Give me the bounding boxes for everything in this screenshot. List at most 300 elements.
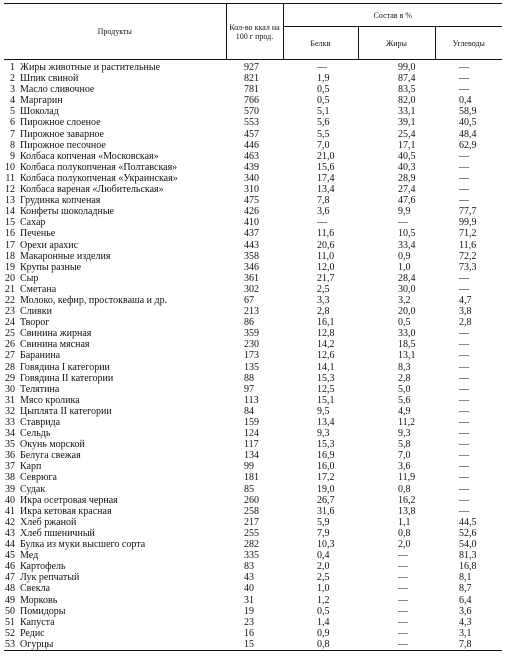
carbs-value: —	[459, 450, 469, 462]
row-number: 39	[5, 483, 15, 495]
fat-value: 4,9	[398, 405, 411, 417]
kcal-value: 439	[244, 161, 259, 173]
fat-value: 0,8	[398, 527, 411, 539]
protein-value: 0,5	[317, 84, 330, 96]
carbs-value: —	[459, 405, 469, 417]
row-number: 25	[5, 328, 15, 340]
table-row	[4, 528, 502, 539]
carbs-value: —	[459, 150, 469, 162]
fat-value: 9,9	[398, 206, 411, 218]
carbs-value: 73,3	[459, 261, 477, 273]
protein-value: 0,8	[283, 639, 358, 651]
fat-value: 28,4	[398, 272, 416, 284]
carbs-value: —	[459, 62, 469, 73]
fat-value: 2,0	[398, 539, 411, 551]
protein-value: 12,5	[317, 383, 335, 395]
protein-value: —	[317, 217, 327, 229]
row-number: 18	[5, 250, 15, 262]
table-row	[4, 350, 502, 361]
table-row	[4, 539, 502, 550]
carbs-value: 8,7	[459, 583, 472, 595]
row-number: 42	[5, 516, 15, 528]
carbs-value: 40,5	[459, 117, 477, 129]
kcal-value: 463	[244, 150, 259, 162]
product-name: Сметана	[20, 283, 57, 295]
protein-value: 2,8	[317, 306, 330, 318]
product-name: Сливки	[20, 306, 52, 318]
carbs-value: 81,3	[459, 550, 477, 562]
fat-value: —	[398, 572, 408, 584]
row-number: 11	[5, 172, 15, 184]
protein-value: 2,5	[317, 572, 330, 584]
row-number: 4	[10, 95, 15, 107]
row-number: 52	[5, 627, 15, 639]
protein-value: 14,1	[317, 361, 335, 373]
protein-value: 15,1	[317, 394, 335, 406]
kcal-value: 335	[244, 550, 259, 562]
carbs-value: 2,8	[459, 317, 472, 329]
product-name: Колбаса копченая «Московская»	[20, 150, 159, 162]
row-number: 34	[5, 428, 15, 440]
product-name: Судак	[20, 483, 46, 495]
table-row	[4, 151, 502, 162]
row-number: 33	[5, 417, 15, 428]
fat-value: 47,6	[398, 195, 416, 207]
product-name: Шпик свиной	[20, 73, 79, 85]
carbs-value: 4,3	[459, 616, 472, 628]
product-name: Сельдь	[20, 428, 51, 440]
nutrition-table-page	[4, 3, 502, 651]
kcal-value: 781	[244, 84, 259, 96]
product-name: Капуста	[20, 616, 55, 628]
carbs-value: 3,1	[459, 627, 472, 639]
carbs-value: —	[459, 339, 469, 351]
carbs-value: —	[459, 483, 469, 495]
row-number: 21	[5, 283, 15, 295]
table-row	[4, 95, 502, 106]
table-row	[4, 617, 502, 628]
table-row	[4, 572, 502, 583]
table-row	[4, 328, 502, 339]
product-name: Свинина жирная	[20, 328, 92, 340]
product-name: Ставрида	[20, 417, 61, 428]
row-number: 15	[5, 217, 15, 229]
product-name: Сахар	[20, 217, 46, 229]
fat-value: 27,4	[398, 184, 416, 196]
nutrition-table	[4, 3, 502, 651]
table-row	[4, 73, 502, 84]
row-number: 41	[5, 505, 15, 517]
fat-value: 40,3	[398, 161, 416, 173]
protein-value: 17,4	[317, 172, 335, 184]
kcal-value: 213	[244, 306, 259, 318]
table-row	[4, 306, 502, 317]
product-name: Печенье	[20, 228, 56, 240]
carbs-value: 16,8	[459, 561, 477, 573]
fat-value: 2,8	[398, 372, 411, 384]
fat-value: 33,4	[398, 239, 416, 251]
product-name: Грудинка копченая	[20, 195, 101, 207]
kcal-value: 359	[244, 328, 259, 340]
fat-value: 5,8	[398, 439, 411, 451]
carbs-value: —	[459, 372, 469, 384]
kcal-value: 437	[244, 228, 259, 240]
row-number: 40	[5, 494, 15, 506]
kcal-value: 124	[244, 428, 259, 440]
row-number: 17	[5, 239, 15, 251]
table-row	[4, 84, 502, 95]
protein-value: 0,5	[317, 605, 330, 617]
product-name: Говядина I категории	[20, 361, 110, 373]
product-name: Икра кетовая красная	[20, 505, 112, 517]
fat-value: —	[398, 627, 408, 639]
table-row	[4, 184, 502, 195]
carbs-value: 72,2	[459, 250, 477, 262]
row-number: 48	[5, 583, 15, 595]
product-name: Морковь	[20, 594, 58, 606]
fat-value: 10,5	[398, 228, 416, 240]
kcal-value: 217	[244, 516, 259, 528]
kcal-value: 88	[244, 372, 254, 384]
kcal-value: 340	[244, 172, 259, 184]
row-number: 31	[5, 394, 15, 406]
carbs-value: —	[459, 195, 469, 207]
product-name: Говядина II категории	[20, 372, 114, 384]
table-row	[4, 362, 502, 373]
carbs-value: 0,4	[459, 95, 472, 107]
table-row	[4, 262, 502, 273]
table-row	[4, 639, 502, 651]
protein-value: 2,0	[317, 561, 330, 573]
kcal-value: 426	[244, 206, 259, 218]
protein-value: 15,3	[317, 372, 335, 384]
table-header	[4, 4, 502, 60]
table-row	[4, 217, 502, 228]
fat-value: 11,9	[398, 472, 416, 484]
product-name: Огурцы	[17, 639, 226, 651]
kcal-value: 446	[244, 139, 259, 151]
kcal-value: 19	[244, 605, 254, 617]
product-name: Творог	[20, 317, 50, 329]
kcal-value: 260	[244, 494, 259, 506]
carbs-value: —	[459, 161, 469, 173]
row-number: 43	[5, 527, 15, 539]
fat-value: 18,5	[398, 339, 416, 351]
fat-value: 39,1	[398, 117, 416, 129]
product-name: Масло сливочное	[20, 84, 95, 96]
product-name: Маргарин	[20, 95, 63, 107]
table-row	[4, 472, 502, 483]
fat-value: 25,4	[398, 128, 416, 140]
row-number: 19	[5, 261, 15, 273]
fat-value: 33,1	[398, 106, 416, 118]
row-number: 14	[5, 206, 15, 218]
row-number: 3	[10, 84, 15, 96]
row-number: 26	[5, 339, 15, 351]
row-number: 12	[5, 184, 15, 196]
header-products: Продукты	[4, 4, 226, 60]
fat-value: 8,3	[398, 361, 411, 373]
fat-value: 16,2	[398, 494, 416, 506]
product-name: Булка из муки высшего сорта	[20, 539, 146, 551]
row-number: 35	[5, 439, 15, 451]
kcal-value: 358	[244, 250, 259, 262]
row-number: 46	[5, 561, 15, 573]
carbs-value: —	[459, 383, 469, 395]
protein-value: 9,3	[317, 428, 330, 440]
product-name: Хлеб ржаной	[20, 516, 77, 528]
kcal-value: 84	[244, 405, 254, 417]
protein-value: 16,1	[317, 317, 335, 329]
carbs-value: —	[459, 73, 469, 85]
row-number: 2	[10, 73, 15, 85]
fat-value: 83,5	[398, 84, 416, 96]
kcal-value: 16	[244, 627, 254, 639]
kcal-value: 230	[244, 339, 259, 351]
protein-value: 12,6	[317, 350, 335, 362]
fat-value: —	[398, 594, 408, 606]
fat-value: 30,0	[398, 283, 416, 295]
protein-value: 17,2	[317, 472, 335, 484]
fat-value: 20,0	[398, 306, 416, 318]
protein-value: 3,3	[317, 294, 330, 306]
product-name: Пирожное заварное	[20, 128, 104, 140]
table-row	[4, 428, 502, 439]
fat-value: 1,1	[398, 516, 411, 528]
product-name: Колбаса полукопченая «Полтавская»	[20, 161, 178, 173]
table-row	[4, 284, 502, 295]
table-row	[4, 495, 502, 506]
fat-value: 0,9	[398, 250, 411, 262]
table-row	[4, 417, 502, 428]
fat-value: 9,3	[398, 428, 411, 440]
protein-value: 5,1	[317, 106, 330, 118]
fat-value: 0,5	[398, 317, 411, 329]
table-row	[4, 395, 502, 406]
protein-value: 13,4	[317, 417, 335, 428]
row-number: 23	[5, 306, 15, 318]
table-row	[4, 506, 502, 517]
kcal-value: 173	[244, 350, 259, 362]
kcal-value: 457	[244, 128, 259, 140]
fat-value: 0,8	[398, 483, 411, 495]
kcal-value: 99	[244, 461, 254, 473]
row-number: 22	[5, 294, 15, 306]
header-composition: Состав в %	[283, 4, 502, 27]
fat-value: —	[358, 639, 435, 651]
product-name: Молоко, кефир, простокваша и др.	[20, 294, 168, 306]
carbs-value: —	[459, 394, 469, 406]
protein-value: 2,5	[317, 283, 330, 295]
carbs-value: —	[459, 472, 469, 484]
row-number: 36	[5, 450, 15, 462]
carbs-value: 52,6	[459, 527, 477, 539]
carbs-value: 11,6	[459, 239, 477, 251]
kcal-value: 181	[244, 472, 259, 484]
table-row	[4, 595, 502, 606]
protein-value: 3,6	[317, 206, 330, 218]
product-name: Жиры животные и растительные	[20, 62, 161, 73]
kcal-value: 766	[244, 95, 259, 107]
carbs-value: 3,8	[459, 306, 472, 318]
fat-value: —	[398, 583, 408, 595]
row-number: 37	[5, 461, 15, 473]
protein-value: 12,8	[317, 328, 335, 340]
protein-value: 7,0	[317, 139, 330, 151]
header-carbs: Углеводы	[435, 27, 502, 60]
row-number: 13	[5, 195, 15, 207]
table-row	[4, 60, 502, 74]
table-row	[4, 106, 502, 117]
protein-value: 0,9	[317, 627, 330, 639]
row-number: 10	[5, 161, 15, 173]
fat-value: 40,5	[398, 150, 416, 162]
kcal-value: 346	[244, 261, 259, 273]
kcal-value: 282	[244, 539, 259, 551]
table-row	[4, 484, 502, 495]
carbs-value: 7,8	[435, 639, 502, 651]
carbs-value: 71,2	[459, 228, 477, 240]
row-number: 49	[5, 594, 15, 606]
row-number: 9	[10, 150, 15, 162]
protein-value: 9,5	[317, 405, 330, 417]
row-number: 27	[5, 350, 15, 362]
fat-value: 82,0	[398, 95, 416, 107]
protein-value: 0,4	[317, 550, 330, 562]
protein-value: 15,6	[317, 161, 335, 173]
kcal-value: 821	[244, 73, 259, 85]
protein-value: 16,9	[317, 450, 335, 462]
table-row	[4, 439, 502, 450]
table-body	[4, 60, 502, 651]
fat-value: —	[398, 616, 408, 628]
product-name: Крупы разные	[20, 261, 82, 273]
kcal-value: 159	[244, 417, 259, 428]
table-row	[4, 129, 502, 140]
row-number: 5	[10, 106, 15, 118]
protein-value: 5,6	[317, 117, 330, 129]
protein-value: 31,6	[317, 505, 335, 517]
kcal-value: 927	[244, 62, 259, 73]
carbs-value: —	[459, 428, 469, 440]
kcal-value: 117	[244, 439, 259, 451]
carbs-value: —	[459, 439, 469, 451]
table-row	[4, 251, 502, 262]
product-name: Макаронные изделия	[20, 250, 111, 262]
kcal-value: 258	[244, 505, 259, 517]
table-row	[4, 606, 502, 617]
fat-value: —	[398, 561, 408, 573]
kcal-value: 15	[226, 639, 283, 651]
row-number: 38	[5, 472, 15, 484]
product-name: Свекла	[20, 583, 51, 595]
protein-value: 1,2	[317, 594, 330, 606]
fat-value: 3,2	[398, 294, 411, 306]
table-row	[4, 317, 502, 328]
protein-value: 0,5	[317, 95, 330, 107]
kcal-value: 97	[244, 383, 254, 395]
product-name: Сыр	[20, 272, 39, 284]
product-name: Телятина	[20, 383, 60, 395]
product-name: Конфеты шоколадные	[20, 206, 114, 218]
carbs-value: —	[459, 172, 469, 184]
carbs-value: —	[459, 361, 469, 373]
carbs-value: —	[459, 461, 469, 473]
row-number: 7	[10, 128, 15, 140]
kcal-value: 86	[244, 317, 254, 329]
table-row	[4, 583, 502, 594]
fat-value: 17,1	[398, 139, 416, 151]
product-name: Редис	[20, 627, 45, 639]
product-name: Помидоры	[20, 605, 66, 617]
protein-value: 7,9	[317, 527, 330, 539]
kcal-value: 475	[244, 195, 259, 207]
carbs-value: 44,5	[459, 516, 477, 528]
fat-value: 33,0	[398, 328, 416, 340]
row-number: 51	[5, 616, 15, 628]
table-row	[4, 373, 502, 384]
fat-value: 5,0	[398, 383, 411, 395]
protein-value: 21,0	[317, 150, 335, 162]
protein-value: 12,0	[317, 261, 335, 273]
product-name: Мед	[20, 550, 39, 562]
product-name: Орехи арахис	[20, 239, 79, 251]
header-protein: Белки	[283, 27, 358, 60]
product-name: Хлеб пшеничный	[20, 527, 95, 539]
fat-value: 13,8	[398, 505, 416, 517]
table-row	[4, 173, 502, 184]
fat-value: 11,2	[398, 417, 416, 428]
protein-value: 1,4	[317, 616, 330, 628]
row-number: 45	[5, 550, 15, 562]
carbs-value: —	[459, 350, 469, 362]
carbs-value: 8,1	[459, 572, 472, 584]
table-row	[4, 240, 502, 251]
protein-value: 7,8	[317, 195, 330, 207]
kcal-value: 570	[244, 106, 259, 118]
row-number: 6	[10, 117, 15, 129]
row-number: 30	[5, 383, 15, 395]
row-number: 28	[5, 361, 15, 373]
carbs-value: —	[459, 272, 469, 284]
row-number: 47	[5, 572, 15, 584]
row-number: 8	[10, 139, 15, 151]
carbs-value: —	[459, 328, 469, 340]
product-name: Колбаса вареная «Любительская»	[20, 184, 164, 196]
fat-value: —	[398, 605, 408, 617]
row-number: 32	[5, 405, 15, 417]
kcal-value: 43	[244, 572, 254, 584]
protein-value: 1,9	[317, 73, 330, 85]
product-name: Лук репчатый	[20, 572, 80, 584]
fat-value: 5,6	[398, 394, 411, 406]
protein-value: 20,6	[317, 239, 335, 251]
protein-value: —	[317, 62, 327, 73]
product-name: Свинина мясная	[20, 339, 90, 351]
table-row	[4, 339, 502, 350]
carbs-value: 54,0	[459, 539, 477, 551]
kcal-value: 255	[244, 527, 259, 539]
protein-value: 13,4	[317, 184, 335, 196]
kcal-value: 361	[244, 272, 259, 284]
header-kcal: Кол-во ккал на 100 г прод.	[226, 4, 283, 60]
product-name: Картофель	[20, 561, 66, 573]
product-name: Карп	[20, 461, 42, 473]
carbs-value: 3,6	[459, 605, 472, 617]
table-row	[4, 195, 502, 206]
protein-value: 14,2	[317, 339, 335, 351]
carbs-value: 62,9	[459, 139, 477, 151]
